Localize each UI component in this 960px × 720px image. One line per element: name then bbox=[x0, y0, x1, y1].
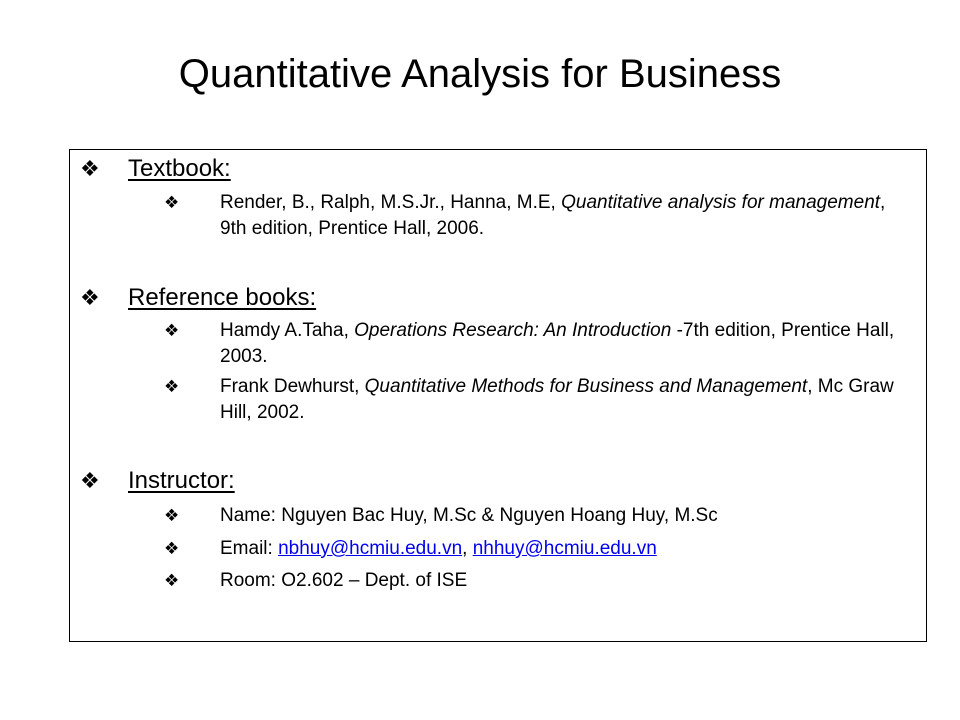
instructor-room-item bbox=[164, 568, 904, 594]
reference-item bbox=[164, 318, 904, 370]
reference-item-details: , Mc Graw Hill, 2002. bbox=[220, 376, 894, 423]
textbook-item-text bbox=[220, 190, 904, 242]
instructor-heading: Instructor: bbox=[128, 467, 235, 494]
reference-heading: Reference books: bbox=[128, 284, 317, 311]
diamond-bullet-icon: ❖ bbox=[164, 539, 180, 558]
reference-heading-row bbox=[80, 283, 316, 313]
textbook-heading-row bbox=[80, 154, 231, 184]
instructor-email-line bbox=[220, 536, 904, 562]
reference-item bbox=[164, 374, 904, 426]
textbook-item-title: Quantitative analysis for management bbox=[561, 192, 881, 213]
instructor-room: Room: O2.602 – Dept. of ISE bbox=[220, 570, 468, 591]
slide-title: Quantitative Analysis for Business bbox=[178, 52, 782, 96]
email-label: Email: bbox=[220, 538, 279, 559]
email-link-nhhuy[interactable]: nhhuy@hcmiu.edu.vn bbox=[472, 538, 657, 559]
instructor-email-item bbox=[164, 536, 904, 562]
textbook-item bbox=[164, 190, 904, 242]
content-box bbox=[69, 149, 927, 642]
diamond-bullet-icon: ❖ bbox=[80, 468, 100, 493]
instructor-name: Name: Nguyen Bac Huy, M.Sc & Nguyen Hoang Huy, M.Sc bbox=[220, 505, 718, 526]
diamond-bullet-icon: ❖ bbox=[164, 377, 180, 396]
diamond-bullet-icon: ❖ bbox=[164, 506, 180, 525]
reference-item-author: Frank Dewhurst, bbox=[220, 376, 365, 397]
reference-item-author: Hamdy A.Taha, bbox=[220, 320, 355, 341]
email-separator: , bbox=[462, 538, 473, 559]
reference-item-title: Operations Research: An Introduction bbox=[354, 320, 672, 341]
diamond-bullet-icon: ❖ bbox=[80, 285, 100, 310]
textbook-item-authors: Render, B., Ralph, M.S.Jr., Hanna, M.E, bbox=[220, 192, 562, 213]
diamond-bullet-icon: ❖ bbox=[164, 193, 180, 212]
diamond-bullet-icon: ❖ bbox=[164, 571, 180, 590]
reference-item-title: Quantitative Methods for Business and Management bbox=[364, 376, 808, 397]
instructor-name-item bbox=[164, 503, 904, 529]
reference-item-text bbox=[220, 318, 904, 370]
email-link-nbhuy[interactable]: nbhuy@hcmiu.edu.vn bbox=[278, 538, 463, 559]
reference-item-details: -7th edition, Prentice Hall, 2003. bbox=[220, 320, 895, 367]
textbook-heading: Textbook: bbox=[128, 155, 231, 182]
diamond-bullet-icon: ❖ bbox=[80, 156, 100, 181]
instructor-heading-row bbox=[80, 466, 235, 496]
reference-item-text bbox=[220, 374, 904, 426]
textbook-item-details: , 9th edition, Prentice Hall, 2006. bbox=[220, 192, 886, 239]
diamond-bullet-icon: ❖ bbox=[164, 321, 180, 340]
